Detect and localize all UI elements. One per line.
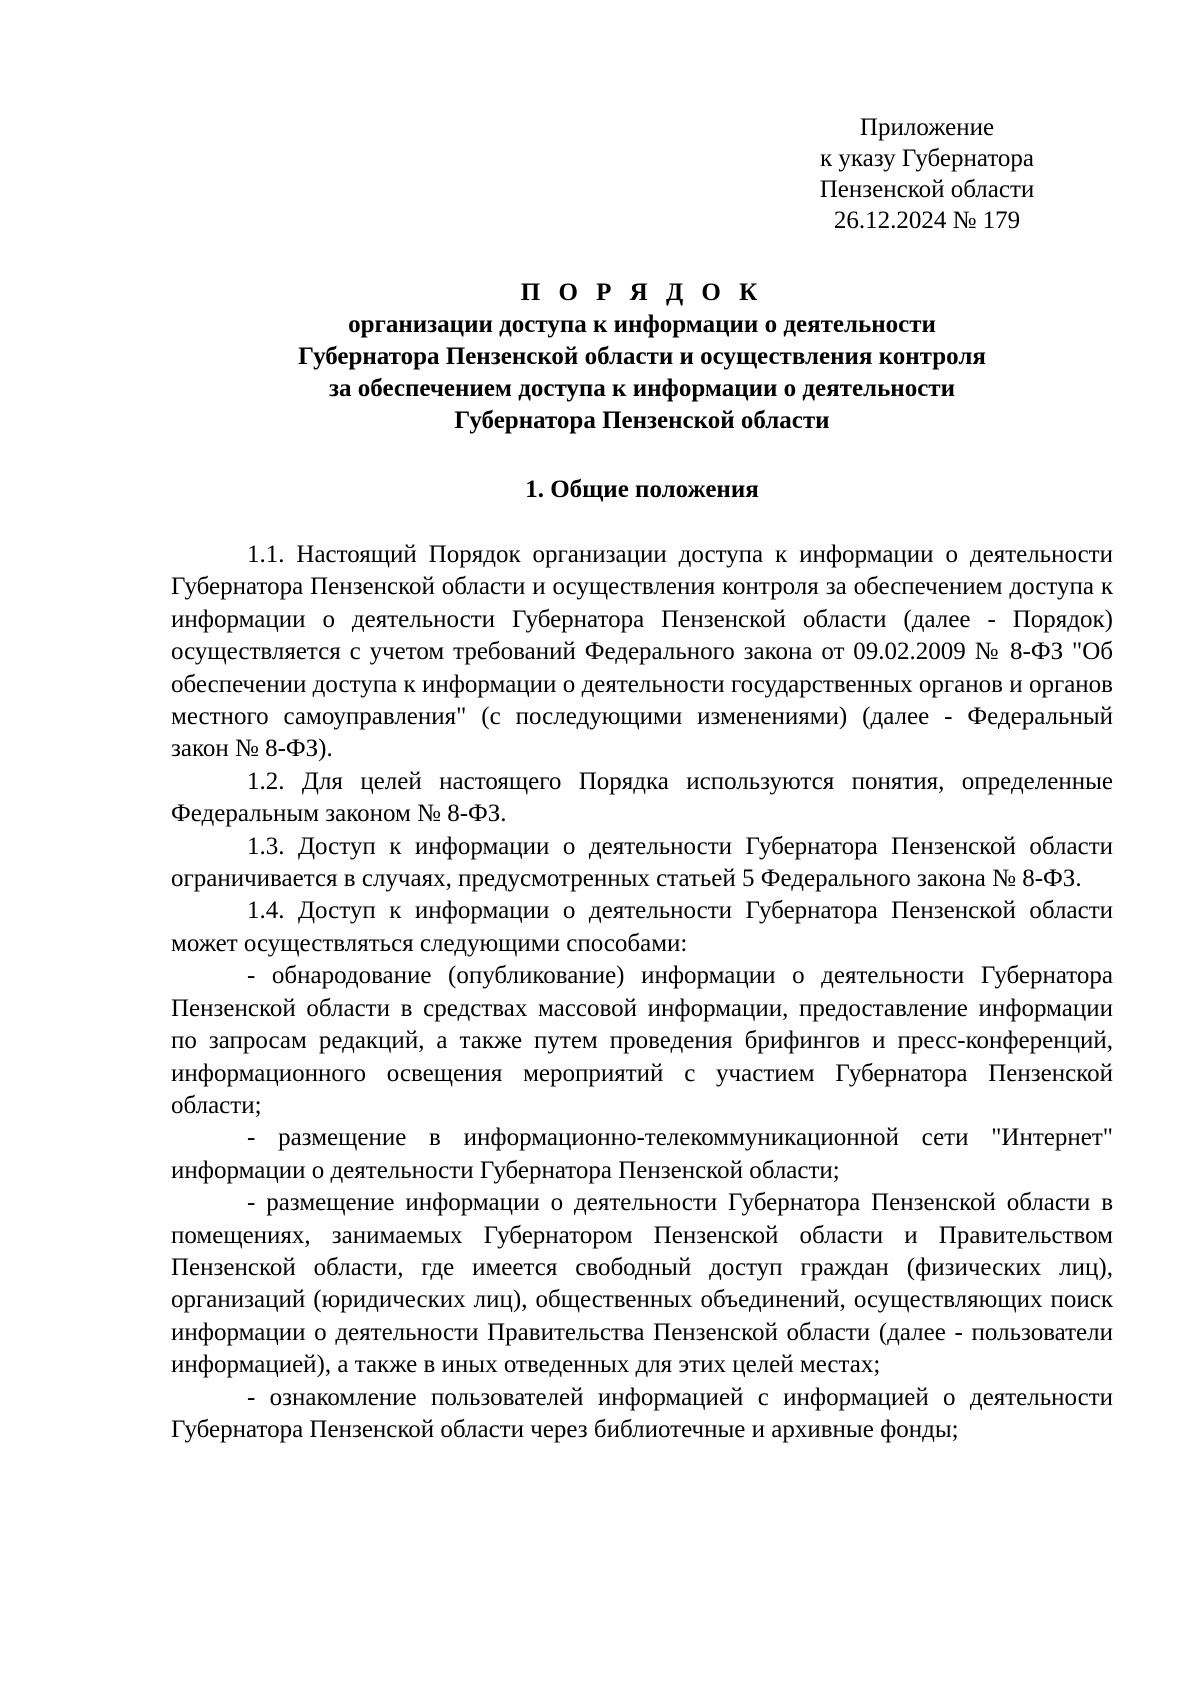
list-item-3: - размещение информации о деятельности Губернатора Пензенской области в помещениях, занимаемых Губернатором Пензенской области и Правительством Пензенской области, где имеется свободный доступ граждан (физических лиц), организаций (юридических лиц), общественных объединений, осуществляющих поиск информации о деятельности Правительства Пензенской области (далее - пользователи информацией), а также в иных отведенных для этих целей местах; <box>171 1189 1113 1379</box>
appendix-line-3: Пензенской области <box>819 176 1035 203</box>
list-item-4: - ознакомление пользователей информацией с информацией о деятельности Губернатора Пензенской области через библиотечные и архивные фонды; <box>171 1383 1113 1443</box>
section-body <box>171 539 1113 1446</box>
document-title <box>170 277 1114 437</box>
list-item-1: - обнародование (опубликование) информации о деятельности Губернатора Пензенской области в средствах массовой информации, предоставление информации по запросам редакций, а также путем проведения брифингов и пресс-конференций, информационного освещения мероприятий с участием Губернатора Пензенской области; <box>171 962 1113 1119</box>
paragraph-1-4: 1.4. Доступ к информации о деятельности Губернатора Пензенской области может осуществляться следующими способами: <box>171 897 1113 957</box>
title-line-1: организации доступа к информации о деятельности <box>348 311 936 338</box>
appendix-line-4: 26.12.2024 № 179 <box>833 207 1021 234</box>
appendix-line-1: Приложение <box>859 114 995 141</box>
paragraph-1-3: 1.3. Доступ к информации о деятельности Губернатора Пензенской области ограничивается в случаях, предусмотренных статьей 5 Федерального закона № 8-ФЗ. <box>171 832 1113 893</box>
appendix-line-2: к указу Губернатора <box>819 145 1035 172</box>
list-item-2: - размещение в информационно-телекоммуникационной сети "Интернет" информации о деятельности Губернатора Пензенской области; <box>171 1124 1113 1184</box>
section-heading: 1. Общие положения <box>525 476 759 503</box>
title-main: П О Р Я Д О К <box>520 279 764 306</box>
title-line-4: Губернатора Пензенской области <box>454 407 830 434</box>
title-line-3: за обеспечением доступа к информации о деятельности <box>328 375 955 402</box>
title-line-2: Губернатора Пензенской области и осуществления контроля <box>298 343 986 370</box>
paragraph-1-2: 1.2. Для целей настоящего Порядка используются понятия, определенные Федеральным законом № 8-ФЗ. <box>171 767 1113 828</box>
appendix-block <box>762 112 1092 236</box>
paragraph-1-1: 1.1. Настоящий Порядок организации доступа к информации о деятельности Губернатора Пензенской области и осуществления контроля за обеспечением доступа к информации о деятельности Губернатора Пензенской области (далее - Порядок) осуществляется с учетом требований Федерального закона от 09.02.2009 № 8-ФЗ "Об обеспечении доступа к информации о деятельности государственных органов и органов местного самоуправления" (с последующими изменениями) (далее - Федеральный закон № 8-ФЗ). <box>171 541 1113 763</box>
